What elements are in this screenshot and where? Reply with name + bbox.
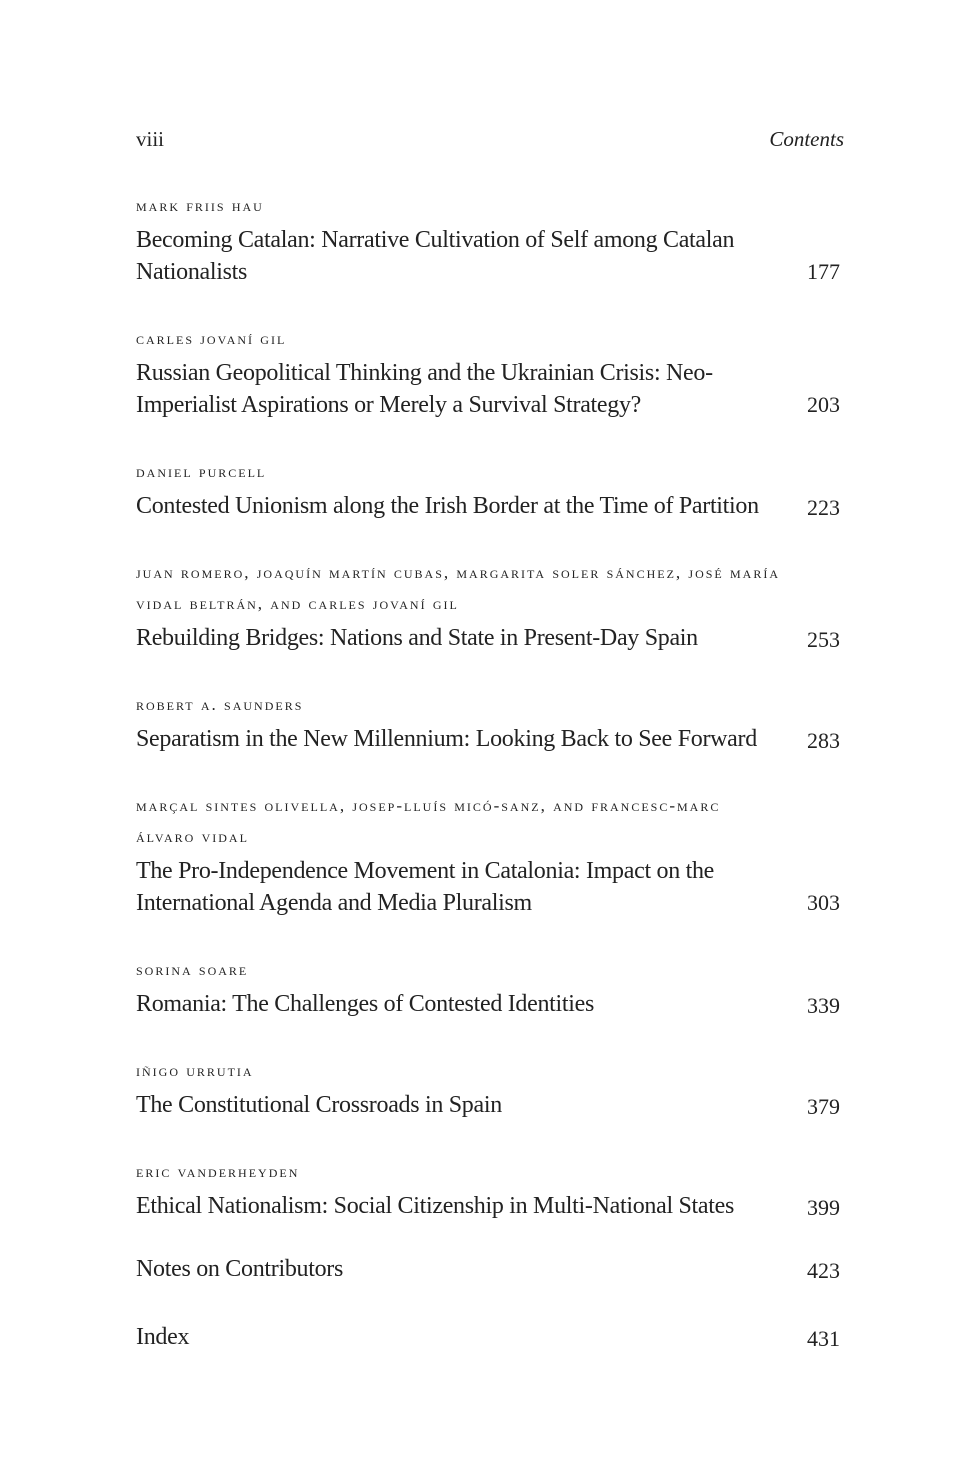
entry-page-number: 283 — [807, 728, 840, 753]
entry-title: Becoming Catalan: Narrative Cultivation of Self among Catalan Nationalists — [136, 227, 735, 285]
running-title: Contents — [769, 127, 844, 151]
entry-title: Russian Geopolitical Thinking and the Ukrainian Crisis: Neo-Imperialist Aspirations or Merely a Survival Strategy? — [136, 360, 713, 418]
entry-title: Romania: The Challenges of Contested Identities — [136, 991, 595, 1017]
entry-title: Notes on Contributors — [136, 1256, 344, 1282]
entry-page-number: 223 — [807, 495, 840, 520]
entry-page-number: 203 — [807, 392, 840, 417]
entry-author: robert a. saunders — [136, 695, 304, 714]
entry-author: sorina soare — [136, 960, 249, 979]
entry-author: eric vanderheyden — [136, 1162, 300, 1181]
entry-author: daniel purcell — [136, 462, 267, 481]
entry-title: Contested Unionism along the Irish Border at the Time of Partition — [136, 493, 759, 519]
entry-title: Rebuilding Bridges: Nations and State in Present-Day Spain — [136, 625, 698, 651]
entry-page-number: 253 — [807, 627, 840, 652]
entry-title: The Pro-Independence Movement in Catalonia: Impact on the International Agenda and Media Pluralism — [136, 858, 715, 916]
entry-title: The Constitutional Crossroads in Spain — [136, 1092, 502, 1118]
entry-page-number: 431 — [807, 1326, 840, 1351]
running-head — [136, 127, 844, 157]
entry-title: Ethical Nationalism: Social Citizenship in Multi-National States — [136, 1193, 735, 1219]
entry-page-number: 303 — [807, 890, 840, 915]
toc-entry — [136, 1055, 844, 1121]
toc-entry — [136, 323, 844, 421]
entry-author: mark friis hau — [136, 196, 264, 215]
entry-title: Separatism in the New Millennium: Looking Back to See Forward — [136, 726, 757, 752]
entry-page-number: 339 — [807, 993, 840, 1018]
entry-author: carles jovaní gil — [136, 329, 287, 348]
entry-author: juan romero, joaquín martín cubas, margarita soler sánchez, josé maría vidal beltrán, and carles jovaní gil — [136, 563, 781, 613]
entry-page-number: 399 — [807, 1195, 840, 1220]
toc-entry — [136, 557, 844, 654]
entry-page-number: 379 — [807, 1094, 840, 1119]
toc-entry-index — [136, 1318, 844, 1353]
toc-entry — [136, 190, 844, 288]
entry-page-number: 423 — [807, 1258, 840, 1283]
toc-entry — [136, 954, 844, 1020]
entry-author: iñigo urrutia — [136, 1061, 254, 1080]
entry-page-number: 177 — [807, 259, 840, 284]
entry-title: Index — [136, 1324, 190, 1350]
toc-entry-notes-on-contributors — [136, 1250, 844, 1285]
toc-entry — [136, 689, 844, 755]
entry-author: marçal sintes olivella, josep-lluís micó-sanz, and francesc-marc álvaro vidal — [136, 796, 721, 846]
page-folio: viii — [136, 127, 165, 151]
toc-entry — [136, 1156, 844, 1222]
toc-entry — [136, 456, 844, 522]
toc-entry — [136, 790, 844, 919]
